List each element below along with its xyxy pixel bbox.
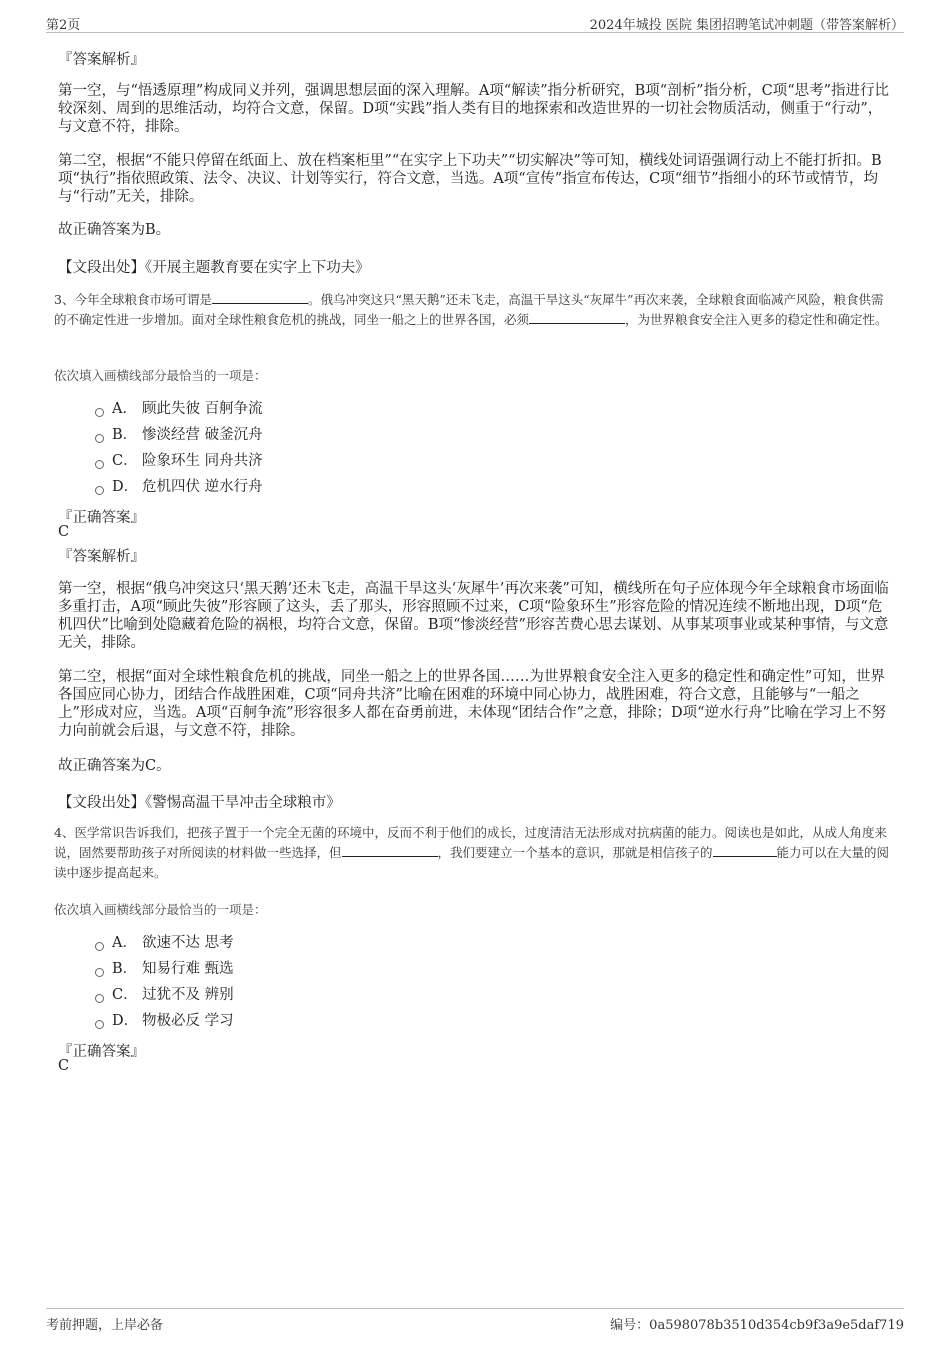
analysis-paragraph: 第一空，根据“俄乌冲突这只‘黑天鹅’还未飞走，高温干旱这头‘灰犀牛’再次来袭”可知，横线所在句子应体现今年全球粮食市场面临多重打击，A项“顾此失彼”形容顾了这头，丢了那头，形容照顾不过来，C项“险象环生”形容危险的情况连续不断地出现，D项“危机四伏”比喻到处隐藏着危险的祸根，均符合文意，保留。B项“惨淡经营”形容苦费心思去谋划、从事某项事业或某种事情，与文意无关，排除。 [58,581,889,651]
radio-icon[interactable] [95,994,104,1003]
correct-answer-label: 『正确答案』 [58,510,145,526]
page-footer [46,1308,904,1331]
radio-icon[interactable] [95,486,104,495]
question-3-stem [54,290,894,330]
radio-icon[interactable] [95,968,104,977]
radio-icon[interactable] [95,1020,104,1029]
option-d[interactable] [95,1011,234,1031]
question-text: 4、医学常识告诉我们，把孩子置于一个完全无菌的环境中，反而不利于他们的成长，过度清洁无法形成对抗病菌的能力。阅读也是如此，从成人角度来说，固然要帮助孩子对所阅读的材料做一些选择，但 [54,825,887,860]
question-text: 。俄乌冲突这只“黑天鹅”还未飞走，高温干旱这头“灰犀牛”再次来袭，全球粮食面临减产风险，粮食供需的不确定性进一步增加。面对全球性粮食危机的挑战，同坐一船之上的世界各国，必须 [54,292,884,327]
analysis-paragraph: 第二空，根据“不能只停留在纸面上、放在档案柜里”“在实字上下功夫”“切实解决”等可知，横线处词语强调行动上不能打折扣。B项“执行”指依照政策、法令、决议、计划等实行，符合文意，当选。A项“宣传”指宣布传达，C项“细节”指细小的环节或情节，均与“行动”无关，排除。 [58,153,882,205]
radio-icon[interactable] [95,434,104,443]
option-b[interactable] [95,959,234,979]
analysis-paragraph: 第一空，与“悟透原理”构成同义并列，强调思想层面的深入理解。A项“解读”指分析研究，B项“剖析”指分析，C项“思考”指进行比较深刻、周到的思维活动，均符合文意，保留。D项“实践”指人类有目的地探索和改造世界的一切社会物质活动，侧重于“行动”，与文意不符，排除。 [58,83,890,135]
correct-answer-label: 『正确答案』 [58,1044,145,1060]
conclusion-text: 故正确答案为C。 [58,758,171,774]
option-text: 顾此失彼 百舸争流 [142,401,263,417]
question-instruction: 依次填入画横线部分最恰当的一项是： [54,902,267,917]
option-text: 知易行难 甄选 [142,961,234,977]
option-letter: D． [112,479,139,495]
fill-blank [529,311,625,324]
option-text: 危机四伏 逆水行舟 [142,479,263,495]
fill-blank [212,291,308,304]
option-text: 险象环生 同舟共济 [142,453,263,469]
option-letter: D． [112,1013,139,1029]
passage-source: 【文段出处】《警惕高温干旱冲击全球粮市》 [58,795,341,811]
option-c[interactable] [95,451,263,471]
answer-analysis-label: 『答案解析』 [58,52,145,68]
question-instruction: 依次填入画横线部分最恰当的一项是： [54,368,267,383]
option-letter: C． [112,987,138,1003]
question-text: 3、今年全球粮食市场可谓是 [54,292,212,307]
option-c[interactable] [95,985,234,1005]
option-letter: B． [112,427,138,443]
option-a[interactable] [95,399,263,419]
correct-answer: C [58,524,70,540]
correct-answer: C [58,1058,70,1074]
option-letter: A． [112,401,137,417]
fill-blank [713,844,777,857]
page-header [46,12,904,33]
option-letter: C． [112,453,138,469]
question-4-stem [54,823,894,883]
question-text: 能力可以在大量的阅读中逐步提高起来。 [54,845,890,880]
footer-slogan: 考前押题，上岸必备 [46,1318,164,1333]
page-number: 第2页 [46,18,81,33]
document-title: 2024年城投 医院 集团招聘笔试冲刺题（带答案解析） [589,18,904,33]
answer-analysis-label: 『答案解析』 [58,549,145,565]
option-letter: A． [112,935,137,951]
question-text: ，我们要建立一个基本的意识，那就是相信孩子的 [437,845,713,860]
option-letter: B． [112,961,138,977]
option-d[interactable] [95,477,263,497]
option-a[interactable] [95,933,234,953]
radio-icon[interactable] [95,942,104,951]
option-text: 惨淡经营 破釜沉舟 [142,427,263,443]
option-text: 欲速不达 思考 [142,935,234,951]
document-serial: 编号：0a598078b3510d354cb9f3a9e5daf719 [610,1318,904,1333]
option-text: 过犹不及 辨别 [142,987,234,1003]
option-b[interactable] [95,425,263,445]
radio-icon[interactable] [95,460,104,469]
conclusion-text: 故正确答案为B。 [58,222,171,238]
question-text: ，为世界粮食安全注入更多的稳定性和确定性。 [625,312,888,327]
radio-icon[interactable] [95,408,104,417]
passage-source: 【文段出处】《开展主题教育要在实字上下功夫》 [58,260,370,276]
fill-blank [342,844,438,857]
option-text: 物极必反 学习 [142,1013,234,1029]
analysis-paragraph: 第二空，根据“面对全球性粮食危机的挑战，同坐一船之上的世界各国……为世界粮食安全注入更多的稳定性和确定性”可知，世界各国应同心协力，团结合作战胜困难，C项“同舟共济”比喻在困难的环境中同心协力，战胜困难，符合文意，且能够与“一船之上”形成对应，当选。A项“百舸争流”形容很多人都在奋勇前进，未体现“团结合作”之意，排除；D项“逆水行舟”比喻在学习上不努力向前就会后退，与文意不符，排除。 [58,669,886,739]
